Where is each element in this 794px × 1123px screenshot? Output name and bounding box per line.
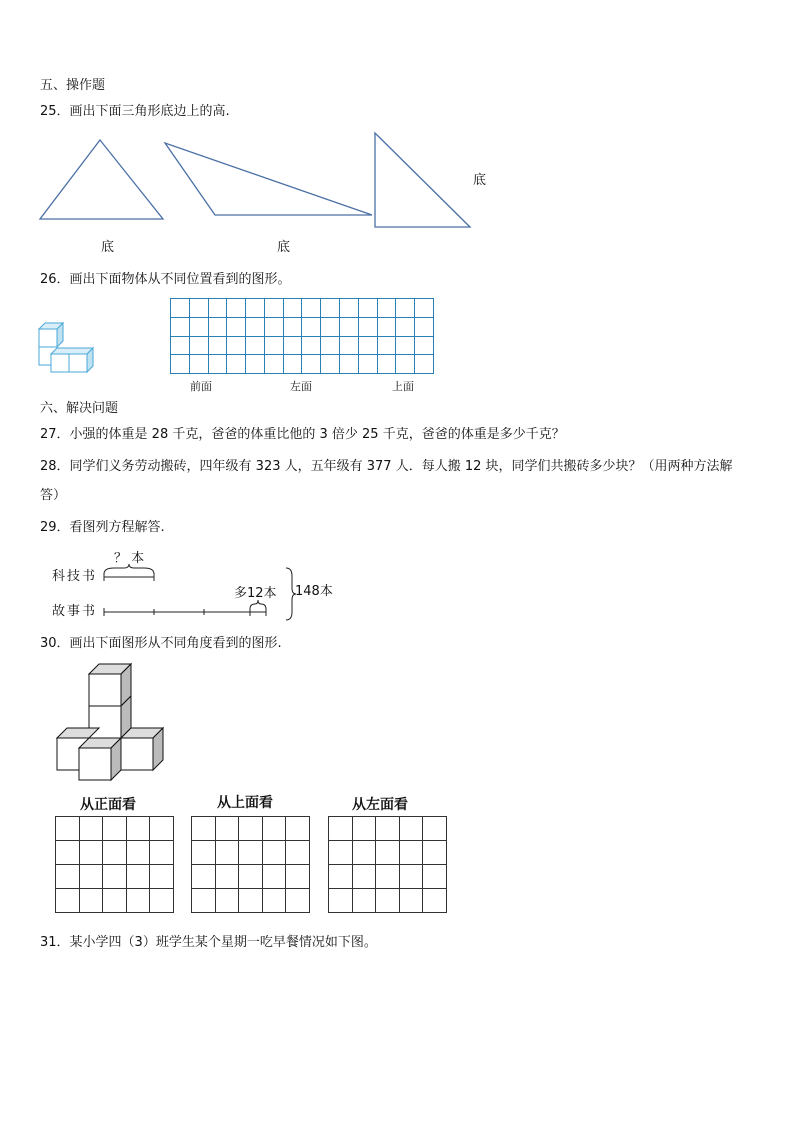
question-25: 25．画出下面三角形底边上的高. xyxy=(40,104,230,119)
question-31: 31．某小学四（3）班学生某个星期一吃早餐情况如下图。 xyxy=(40,935,377,950)
view-label-left: 左面 xyxy=(290,380,312,393)
answer-grid-front[interactable] xyxy=(55,816,174,913)
question-26: 26．画出下面物体从不同位置看到的图形。 xyxy=(40,272,291,287)
view-heading-left: 从左面看 xyxy=(352,797,408,813)
unknown-label: ？ 本 xyxy=(114,551,145,566)
triangle-1 xyxy=(40,140,163,219)
label-story-books: 故事书 xyxy=(52,604,98,619)
label-science-books: 科技书 xyxy=(52,569,98,584)
triangle-2 xyxy=(165,143,372,215)
question-27: 27．小强的体重是 28 千克，爸爸的体重比他的 3 倍少 25 千克，爸爸的体重是多少千克？ xyxy=(40,427,565,442)
view-label-top: 上面 xyxy=(392,380,414,393)
base-label-1: 底 xyxy=(101,240,115,255)
view-heading-top: 从上面看 xyxy=(217,795,273,811)
q26-answer-grid[interactable] xyxy=(170,298,434,374)
view-heading-front: 从正面看 xyxy=(80,797,136,813)
small-cubes-figure xyxy=(36,320,116,380)
triangle-3 xyxy=(375,133,470,227)
line-segment-diagram xyxy=(100,560,300,630)
question-28-line2: 答） xyxy=(40,488,67,503)
base-label-2: 底 xyxy=(277,240,291,255)
section-five-heading: 五、操作题 xyxy=(40,78,106,93)
answer-grid-top[interactable] xyxy=(191,816,310,913)
stacked-cubes-figure xyxy=(52,660,172,785)
question-29: 29．看图列方程解答. xyxy=(40,520,165,535)
question-30: 30．画出下面图形从不同角度看到的图形. xyxy=(40,636,282,651)
view-label-front: 前面 xyxy=(190,380,212,393)
triangle-figures xyxy=(0,125,794,255)
answer-grid-left[interactable] xyxy=(328,816,447,913)
total-label: 148本 xyxy=(295,584,333,599)
base-label-3: 底 xyxy=(473,173,487,188)
question-28-line1: 28．同学们义务劳动搬砖，四年级有 323 人，五年级有 377 人．每人搬 12 块，同学们共搬砖多少块？（用两种方法解 xyxy=(40,459,733,474)
section-six-heading: 六、解决问题 xyxy=(40,401,119,416)
more-label: 多12本 xyxy=(234,586,277,601)
